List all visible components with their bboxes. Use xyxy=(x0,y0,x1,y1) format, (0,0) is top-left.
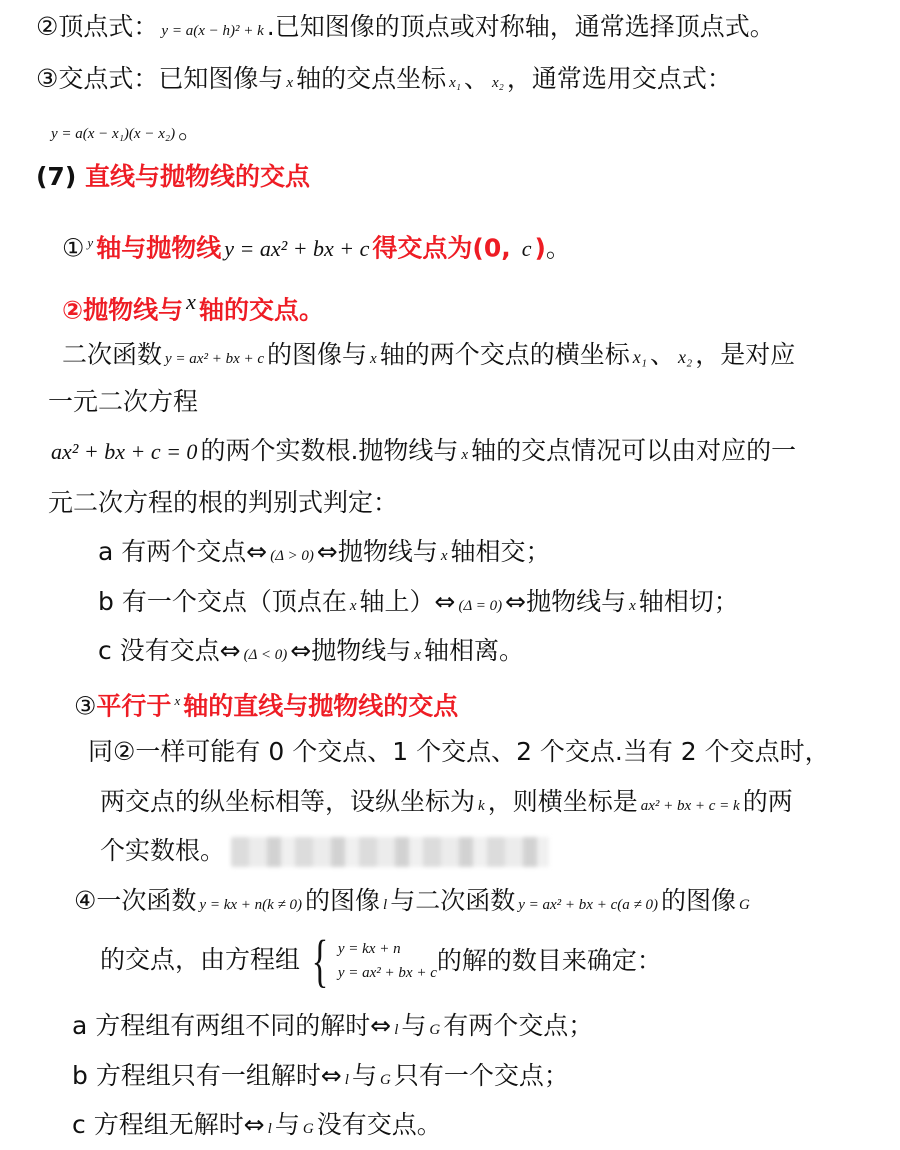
vertex-form-formula: y = a(x − h)² + k xyxy=(161,23,264,39)
vertex-form-line xyxy=(36,10,775,48)
text-seg: 只有一个交点； xyxy=(393,1061,569,1090)
text-seg: 抛物线与 xyxy=(526,587,627,616)
intersection-point-text: 得交点为(0, xyxy=(372,233,511,263)
discriminant-condition: (Δ < 0) xyxy=(243,647,288,663)
quadratic-roots-line xyxy=(62,338,795,376)
linear-quadratic-line xyxy=(74,884,753,922)
x-axis-heading-text2: 轴的交点。 xyxy=(198,295,324,325)
text-line xyxy=(48,385,198,419)
y-axis-text: 轴与抛物线 xyxy=(96,233,222,263)
discriminant-condition: (Δ = 0) xyxy=(458,598,503,614)
separator: 、 xyxy=(649,340,675,369)
quadratic-function: y = ax² + bx + c(a ≠ 0) xyxy=(518,897,658,913)
x-axis-intersection-heading xyxy=(62,285,324,327)
vertex-form-text: .已知图像的顶点或对称轴，通常选择顶点式。 xyxy=(266,12,775,41)
c-var: c xyxy=(521,236,532,262)
G-var: G xyxy=(429,1022,441,1038)
x1-var: x₁ xyxy=(632,347,647,367)
k-var: k xyxy=(478,798,485,814)
text-seg: 与 xyxy=(274,1110,300,1139)
equation-1: y = kx + n xyxy=(337,941,401,957)
text-line xyxy=(88,735,830,769)
text-line xyxy=(100,785,793,823)
text-seg: ，是对应 xyxy=(695,340,796,369)
text-seg: 的图像 xyxy=(305,886,381,915)
iff-arrow: ⇔ xyxy=(320,1061,342,1090)
text-seg: 与二次函数 xyxy=(390,886,516,915)
l-var: l xyxy=(383,897,388,913)
text-seg: 的解的数目来确定： xyxy=(436,946,662,975)
discriminant-condition: (Δ > 0) xyxy=(270,548,314,564)
text-seg: 有两个交点； xyxy=(443,1011,594,1040)
x-var: x xyxy=(174,693,181,708)
linear-function: y = kx + n(k ≠ 0) xyxy=(199,897,303,913)
separator: 、 xyxy=(463,64,489,93)
intercept-form-mid: 轴的交点坐标 xyxy=(296,64,447,93)
heading-text: 平行于 xyxy=(96,691,172,721)
intercept-form-line xyxy=(36,62,732,100)
x-var: x xyxy=(440,548,448,564)
text-seg: c 没有交点 xyxy=(98,636,220,665)
system-case-a xyxy=(72,1009,593,1047)
paren-close: ) xyxy=(534,233,546,263)
text-seg: 的两个实数根.抛物线与 xyxy=(200,436,459,465)
iff-arrow: ⇔ xyxy=(246,537,268,566)
intercept-form-suffix: ，通常选用交点式： xyxy=(506,64,732,93)
intercept-form-formula: y = a(x − x₁)(x − x₂) xyxy=(51,126,176,142)
text-seg: b 方程组只有一组解时 xyxy=(72,1061,321,1090)
case-a-line xyxy=(98,535,551,573)
text-seg: 抛物线与 xyxy=(311,636,412,665)
iff-arrow: ⇔ xyxy=(434,587,456,616)
y-axis-intersection-line xyxy=(62,226,571,266)
x-var: x xyxy=(629,598,636,614)
text-seg: ④一次函数 xyxy=(74,886,197,915)
x-var: x xyxy=(186,289,196,314)
text-seg: 一元二次方程 xyxy=(48,387,199,416)
text-seg: 的图像 xyxy=(660,886,736,915)
text-seg: a 有两个交点 xyxy=(98,537,247,566)
x1-var: x₁ xyxy=(449,75,461,91)
period: 。 xyxy=(545,233,571,263)
equation-k: ax² + bx + c = k xyxy=(640,798,740,814)
text-seg: 轴上） xyxy=(359,587,435,616)
text-seg: a 方程组有两组不同的解时 xyxy=(72,1011,371,1040)
text-seg: ，则横坐标是 xyxy=(487,787,638,816)
parabola-formula: y = ax² + bx + c xyxy=(224,236,370,262)
quadratic-equation: ax² + bx + c = 0 xyxy=(51,439,198,464)
x-var: x xyxy=(370,351,377,367)
system-line xyxy=(100,928,662,993)
system-case-c xyxy=(72,1108,442,1146)
text-seg: 的图像与 xyxy=(267,340,368,369)
case-b-line xyxy=(98,585,739,623)
x2-var: x₂ xyxy=(677,347,693,367)
iff-arrow: ⇔ xyxy=(219,636,241,665)
text-seg: 轴相交； xyxy=(450,537,551,566)
y-var: y xyxy=(87,235,94,250)
marker-1: ① xyxy=(62,233,85,263)
iff-arrow: ⇔ xyxy=(505,587,527,616)
blurred-watermark xyxy=(231,837,549,867)
text-seg: 与 xyxy=(351,1061,377,1090)
x-var: x xyxy=(349,598,357,614)
text-seg: 轴的交点情况可以由对应的一 xyxy=(471,436,797,465)
text-seg: 的交点，由方程组 xyxy=(100,945,301,974)
l-var: l xyxy=(344,1072,349,1088)
system-case-b xyxy=(72,1059,569,1097)
G-var: G xyxy=(738,897,750,913)
system-brace: { xyxy=(311,928,329,993)
text-seg: 的两 xyxy=(742,787,793,816)
iff-arrow: ⇔ xyxy=(370,1011,392,1040)
G-var: G xyxy=(302,1121,314,1137)
marker-3: ③ xyxy=(74,691,97,721)
text-seg: 轴相离。 xyxy=(423,636,524,665)
vertex-form-label: ②顶点式： xyxy=(36,12,159,41)
text-line xyxy=(100,834,549,868)
equation-line xyxy=(48,434,796,472)
section-number: (7) xyxy=(36,162,77,191)
case-c-line xyxy=(98,634,524,672)
parallel-line-heading xyxy=(74,684,458,723)
intercept-form-prefix: ③交点式：已知图像与 xyxy=(36,64,284,93)
intercept-form-formula-line xyxy=(48,113,203,151)
iff-arrow: ⇔ xyxy=(290,636,312,665)
quadratic-formula: y = ax² + bx + c xyxy=(165,351,265,367)
text-seg: 没有交点。 xyxy=(316,1110,442,1139)
G-var: G xyxy=(379,1072,391,1088)
period: 。 xyxy=(178,115,204,144)
section-heading xyxy=(36,160,310,194)
text-seg: 轴相切； xyxy=(638,587,739,616)
text-seg: 抛物线与 xyxy=(337,537,438,566)
x-var: x xyxy=(286,75,294,91)
l-var: l xyxy=(394,1022,399,1038)
text-seg: c 方程组无解时 xyxy=(72,1110,244,1139)
text-seg: 个实数根。 xyxy=(100,836,226,865)
l-var: l xyxy=(267,1121,272,1137)
heading-text: 轴的直线与抛物线的交点 xyxy=(183,691,459,721)
x-axis-heading-text1: ②抛物线与 xyxy=(62,295,184,325)
text-seg: 两交点的纵坐标相等，设纵坐标为 xyxy=(100,787,476,816)
iff-arrow: ⇔ xyxy=(243,1110,265,1139)
x2-var: x₂ xyxy=(492,75,504,91)
text-seg: b 有一个交点（顶点在 xyxy=(98,587,347,616)
text-line xyxy=(48,486,398,520)
equation-system xyxy=(338,937,437,985)
text-seg: 同②一样可能有 0 个交点、1 个交点、2 个交点.当有 2 个交点时， xyxy=(88,737,830,766)
x-var: x xyxy=(461,447,469,463)
text-seg: 与 xyxy=(401,1011,427,1040)
equation-2: y = ax² + bx + c xyxy=(337,965,437,981)
text-seg: 元二次方程的根的判别式判定： xyxy=(48,488,399,517)
text-seg: 轴的两个交点的横坐标 xyxy=(379,340,630,369)
text-seg: 二次函数 xyxy=(62,340,163,369)
iff-arrow: ⇔ xyxy=(316,537,338,566)
x-var: x xyxy=(414,647,421,663)
section-title: 直线与抛物线的交点 xyxy=(84,162,310,191)
